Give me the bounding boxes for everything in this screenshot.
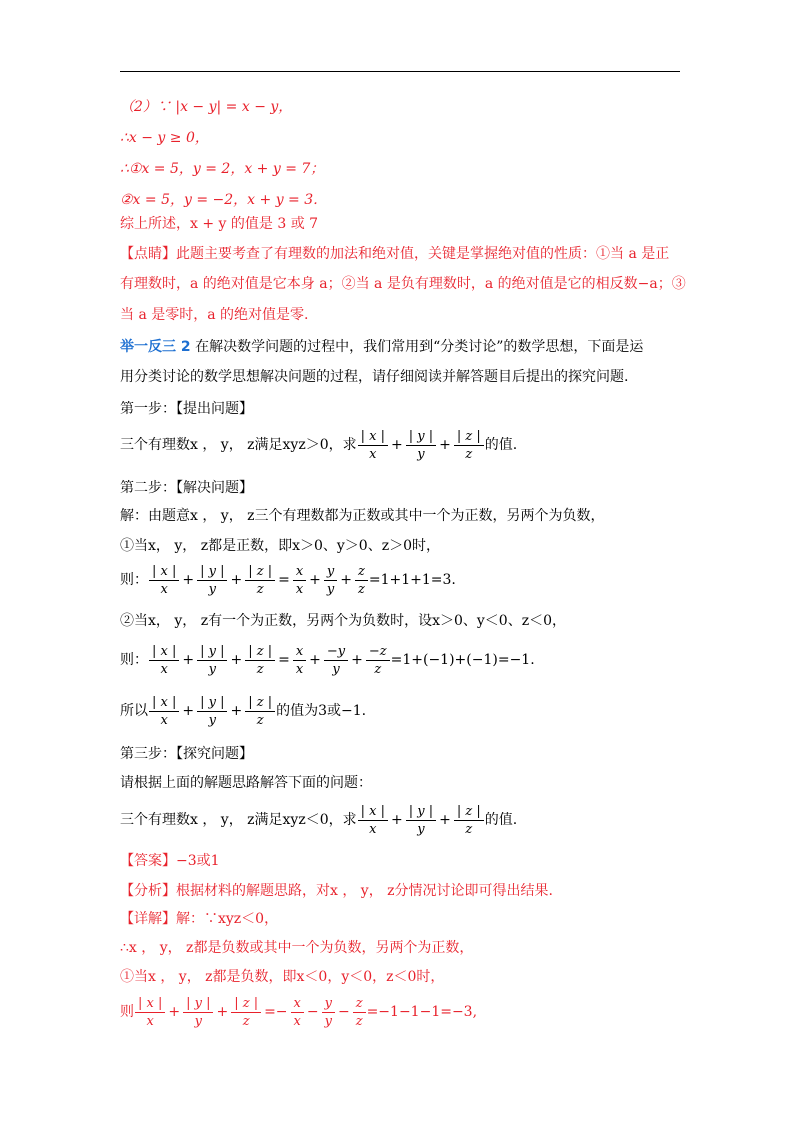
- problem-statement: 三个有理数x ， y， z满足xyz＞0，求 $\frac{| x |}{x}$ + $\frac{| y |}{y}$ + $\frac{| z |}{z}$ 的值.: [120, 428, 518, 462]
- step2-heading: 第二步：【解决问题】: [120, 480, 253, 496]
- fraction: $\frac{x}{x}$: [293, 563, 306, 598]
- step2-case-1-calc: 则： $\frac{| x |}{x}$ + $\frac{| y |}{y}$ + $\frac{| z |}{z}$ = $\frac{x}{x}$ + $\frac{y}{y}$ + $\frac{z}{z}$ =1+1+1=3.: [120, 563, 456, 597]
- header-rule: [120, 71, 680, 72]
- fraction: $\frac{-z}{z}$: [366, 643, 390, 678]
- fraction: $\frac{y}{y}$: [324, 563, 337, 598]
- answer-line: 【答案】−3或1: [120, 853, 220, 869]
- fraction: $\frac{| z |}{z}$: [245, 643, 275, 678]
- fraction: $\frac{z}{z}$: [355, 563, 368, 598]
- fraction: $\frac{| x |}{x}$: [135, 995, 165, 1030]
- solution-case-2: ②x = 5，y = −2，x + y = 3．: [120, 192, 328, 208]
- fraction: $\frac{| y |}{y}$: [197, 643, 227, 678]
- detail-calc: 则 $\frac{| x |}{x}$ + $\frac{| y |}{y}$ + $\frac{| z |}{z}$ =− $\frac{x}{x}$ − $\frac{y}{y}$ − $\frac{z}{z}$ =−1−1−1=−3,: [120, 995, 478, 1029]
- fraction: $\frac{| z |}{z}$: [245, 694, 275, 729]
- fraction: $\frac{x}{x}$: [291, 995, 304, 1030]
- solution-step-inequality: ∴x − y ≥ 0，: [120, 130, 209, 146]
- step2-analysis: 解：由题意x ， y， z三个有理数都为正数或其中一个为正数，另两个为负数，: [120, 508, 605, 524]
- fraction: $\frac{| z |}{z}$: [454, 803, 484, 838]
- remark-line-1: 【点睛】此题主要考查了有理数的加法和绝对值，关键是掌握绝对值的性质：①当 a 是正: [120, 246, 670, 262]
- step3-heading: 第三步：【探究问题】: [120, 746, 253, 762]
- detail-line-2: ∴x ， y， z都是负数或其中一个为负数，另两个为正数，: [120, 940, 474, 956]
- fraction: $\frac{| z |}{z}$: [454, 428, 484, 463]
- analysis-line: 【分析】根据材料的解题思路，对x ， y， z分情况讨论即可得出结果.: [120, 883, 553, 899]
- fraction: $\frac{| x |}{x}$: [149, 694, 179, 729]
- fraction: $\frac{x}{x}$: [293, 643, 306, 678]
- solution-step-condition: （2）∵ |x − y| = x − y，: [120, 99, 293, 115]
- fraction: $\frac{| y |}{y}$: [183, 995, 213, 1030]
- step3-instruction: 请根据上面的解题思路解答下面的问题：: [120, 775, 372, 791]
- step2-case-2-calc: 则： $\frac{| x |}{x}$ + $\frac{| y |}{y}$ + $\frac{| z |}{z}$ = $\frac{x}{x}$ + $\frac{-y}{y}$ + $\frac{-z}{z}$ =1+(−1)+(−1)=−1.: [120, 643, 535, 677]
- solution-case-1: ∴①x = 5，y = 2，x + y = 7；: [120, 161, 325, 177]
- detail-line-1: 【详解】解：∵xyz＜0，: [120, 911, 279, 927]
- fraction: $\frac{| y |}{y}$: [406, 803, 436, 838]
- fraction: $\frac{| y |}{y}$: [197, 694, 227, 729]
- fraction: $\frac{| z |}{z}$: [231, 995, 261, 1030]
- fraction: $\frac{| y |}{y}$: [406, 428, 436, 463]
- fraction: $\frac{| x |}{x}$: [358, 803, 388, 838]
- example-label: 举一反三 2: [120, 339, 191, 355]
- fraction: $\frac{| y |}{y}$: [197, 563, 227, 598]
- solution-summary: 综上所述，x + y 的值是 3 或 7: [120, 216, 319, 232]
- fraction: $\frac{| x |}{x}$: [149, 563, 179, 598]
- step3-problem: 三个有理数x ， y， z满足xyz＜0，求 $\frac{| x |}{x}$ + $\frac{| y |}{y}$ + $\frac{| z |}{z}$ 的值.: [120, 803, 518, 837]
- fraction: $\frac{| x |}{x}$: [358, 428, 388, 463]
- example-intro-line-2: 用分类讨论的数学思想解决问题的过程，请仔细阅读并解答题目后提出的探究问题.: [120, 369, 629, 385]
- remark-line-3: 当 a 是零时，a 的绝对值是零.: [120, 307, 309, 323]
- step1-heading: 第一步：【提出问题】: [120, 401, 253, 417]
- step2-conclusion: 所以 $\frac{| x |}{x}$ + $\frac{| y |}{y}$ + $\frac{| z |}{z}$ 的值为3或−1.: [120, 694, 367, 728]
- fraction: $\frac{| z |}{z}$: [245, 563, 275, 598]
- fraction: $\frac{-y}{y}$: [324, 643, 348, 678]
- step2-case-2: ②当x， y， z有一个为正数，另两个为负数时，设x＞0、y＜0、z＜0，: [120, 613, 566, 629]
- example-intro-line-1: [120, 337, 643, 357]
- example-intro-text: 在解决数学问题的过程中，我们常用到“分类讨论”的数学思想，下面是运: [195, 339, 644, 355]
- detail-line-3: ①当x ， y， z都是负数，即x＜0，y＜0，z＜0时，: [120, 969, 445, 985]
- step2-case-1: ①当x， y， z都是正数，即x＞0、y＞0、z＞0时，: [120, 538, 440, 554]
- fraction: $\frac{| x |}{x}$: [149, 643, 179, 678]
- fraction: $\frac{y}{y}$: [322, 995, 335, 1030]
- fraction: $\frac{z}{z}$: [353, 995, 366, 1030]
- remark-line-2: 有理数时，a 的绝对值是它本身 a；②当 a 是负有理数时，a 的绝对值是它的相反数−a；③: [120, 276, 686, 292]
